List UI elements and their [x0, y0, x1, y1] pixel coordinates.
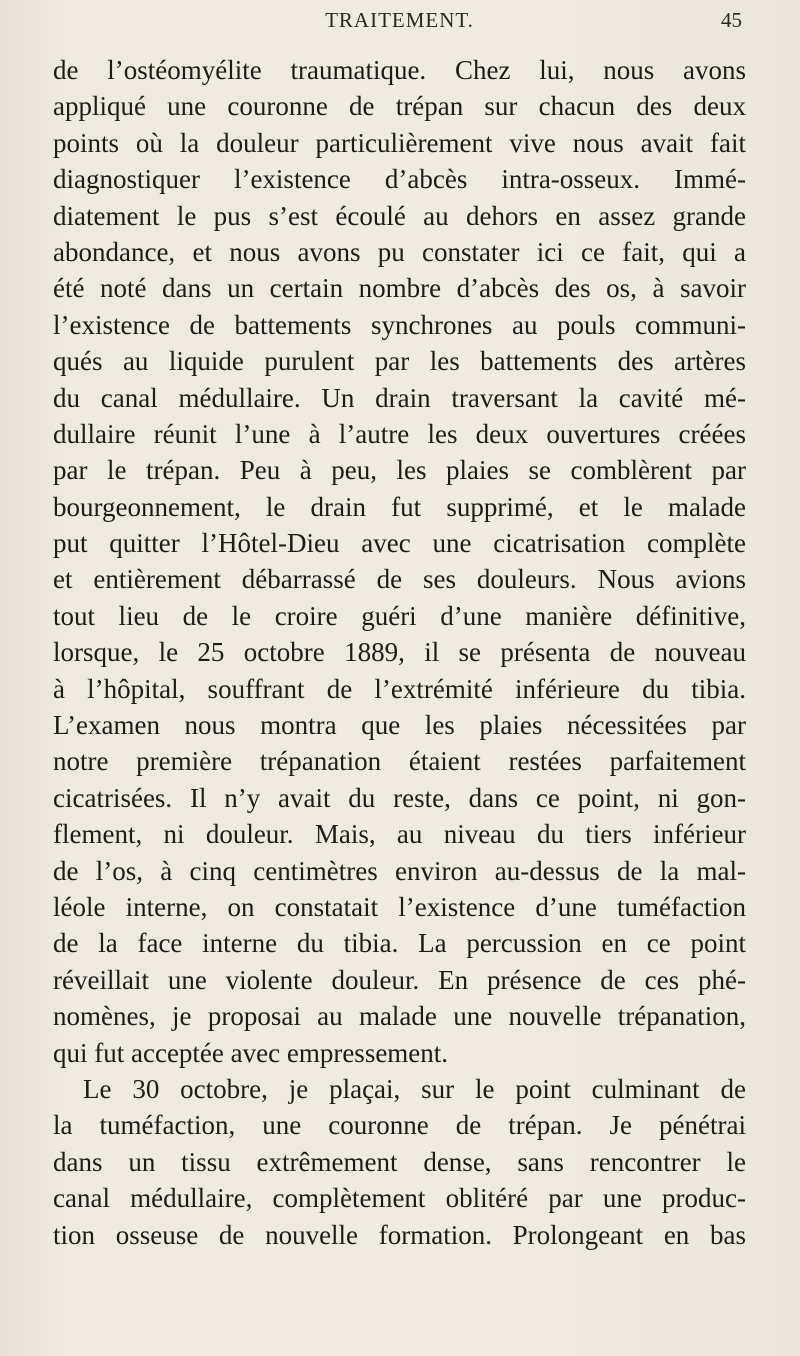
- text-line: de la face interne du tibia. La percussion en ce point: [53, 928, 746, 959]
- text-line: réveillait une violente douleur. En présence de ces phé-: [53, 964, 746, 995]
- text-line: points où la douleur particulièrement vive nous avait fait: [53, 127, 746, 158]
- body-text: [53, 52, 746, 1253]
- text-line: léole interne, on constatait l’existence d’une tuméfaction: [53, 891, 746, 922]
- text-line: qui fut acceptée avec empressement.: [53, 1037, 449, 1068]
- text-line: lorsque, le 25 octobre 1889, il se présenta de nouveau: [53, 637, 746, 668]
- text-line: canal médullaire, complètement oblitéré par une produc-: [53, 1183, 746, 1214]
- text-line: Le 30 octobre, je plaçai, sur le point culminant de: [83, 1073, 746, 1104]
- text-line: bourgeonnement, le drain fut supprimé, et le malade: [53, 491, 746, 522]
- text-line: à l’hôpital, souffrant de l’extrémité inférieure du tibia.: [53, 673, 746, 704]
- text-line: abondance, et nous avons pu constater ici ce fait, qui a: [53, 236, 746, 267]
- text-line: du canal médullaire. Un drain traversant la cavité mé-: [53, 382, 746, 413]
- text-line: par le trépan. Peu à peu, les plaies se comblèrent par: [53, 455, 746, 486]
- text-line: et entièrement débarrassé de ses douleurs. Nous avions: [53, 564, 746, 595]
- text-line: put quitter l’Hôtel-Dieu avec une cicatrisation complète: [53, 528, 746, 559]
- text-line: appliqué une couronne de trépan sur chacun des deux: [53, 91, 746, 122]
- text-line: dullaire réunit l’une à l’autre les deux ouvertures créées: [53, 418, 746, 449]
- paragraph: [53, 52, 746, 1071]
- text-line: diatement le pus s’est écoulé au dehors en assez grande: [53, 200, 746, 231]
- text-line: flement, ni douleur. Mais, au niveau du tiers inférieur: [53, 819, 746, 850]
- text-line: l’existence de battements synchrones au pouls communi-: [53, 309, 746, 340]
- running-head: [53, 0, 746, 52]
- text-line: tion osseuse de nouvelle formation. Prolongeant en bas: [53, 1219, 746, 1250]
- text-line: la tuméfaction, une couronne de trépan. Je pénétrai: [53, 1110, 746, 1141]
- running-title: TRAITEMENT.: [325, 8, 474, 32]
- text-line: de l’os, à cinq centimètres environ au-dessus de la mal-: [53, 855, 746, 886]
- page-number: 45: [721, 8, 742, 32]
- text-line: tout lieu de le croire guéri d’une manière définitive,: [53, 600, 746, 631]
- text-line: notre première trépanation étaient restées parfaitement: [53, 746, 746, 777]
- paragraph: [53, 1071, 746, 1253]
- text-line: de l’ostéomyélite traumatique. Chez lui, nous avons: [53, 55, 746, 85]
- text-line: qués au liquide purulent par les battements des artères: [53, 346, 746, 377]
- text-line: L’examen nous montra que les plaies nécessitées par: [53, 710, 746, 741]
- text-line: cicatrisées. Il n’y avait du reste, dans ce point, ni gon-: [53, 782, 746, 813]
- text-line: dans un tissu extrêmement dense, sans rencontrer le: [53, 1146, 746, 1177]
- text-line: diagnostiquer l’existence d’abcès intra-osseux. Immé-: [53, 164, 746, 195]
- text-line: nomènes, je proposai au malade une nouvelle trépanation,: [53, 1001, 746, 1032]
- text-line: été noté dans un certain nombre d’abcès des os, à savoir: [53, 273, 746, 304]
